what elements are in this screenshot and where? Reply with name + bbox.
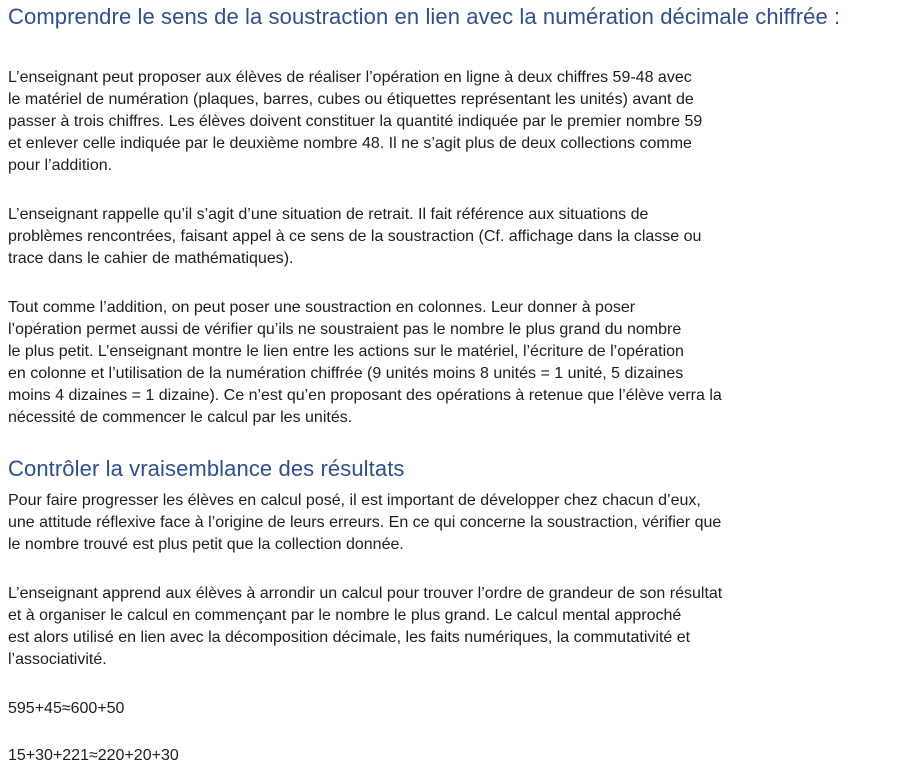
paragraph: Pour faire progresser les élèves en calcul posé, il est important de développer chez chacun d’eux, une attitude réflexive face à l’origine de leurs erreurs. En ce qui concerne la soustraction, vérifier que le nombre trouvé est plus petit que la collection donnée. [8,492,722,553]
section-heading-result-plausibility: Contrôler la vraisemblance des résultats [8,456,405,481]
calculation-example: 15+30+221≈220+20+30 [8,747,179,764]
paragraph: Tout comme l’addition, on peut poser une soustraction en colonnes. Leur donner à poser l’opération permet aussi de vérifier qu’ils ne soustraient pas le nombre le plus grand du nombre le plus petit. L’enseignant montre le lien entre les actions sur le matériel, l’écriture de l’opération en colonne et l’utilisation de la numération chiffrée (9 unités moins 8 unités = 1 unité, 5 dizaines moins 4 dizaines = 1 dizaine). Ce n’est qu’en proposant des opérations à retenue que l’élève verra la nécessité de commencer le calcul par les unités. [8,299,722,426]
paragraph: L’enseignant peut proposer aux élèves de réaliser l’opération en ligne à deux chiffres 59-48 avec le matériel de numération (plaques, barres, cubes ou étiquettes représentant les unités) avant de passer à trois chiffres. Les élèves doivent constituer la quantité indiquée par le premier nombre 59 et enlever celle indiquée par le deuxième nombre 48. Il ne s’agit plus de deux collections comme pour l’addition. [8,69,703,174]
section-heading-subtraction-meaning: Comprendre le sens de la soustraction en lien avec la numération décimale chiffrée : [8,4,841,29]
calculation-example: 595+45≈600+50 [8,700,125,717]
paragraph: L’enseignant apprend aux élèves à arrondir un calcul pour trouver l’ordre de grandeur de son résultat et à organiser le calcul en commençant par le nombre le plus grand. Le calcul mental approché est alors utilisé en lien avec la décomposition décimale, les faits numériques, la commutativité et l’associativité. [8,585,723,668]
paragraph: L’enseignant rappelle qu’il s’agit d’une situation de retrait. Il fait référence aux situations de problèmes rencontrées, faisant appel à ce sens de la soustraction (Cf. affichage dans la classe ou trace dans le cahier de mathématiques). [8,206,702,267]
